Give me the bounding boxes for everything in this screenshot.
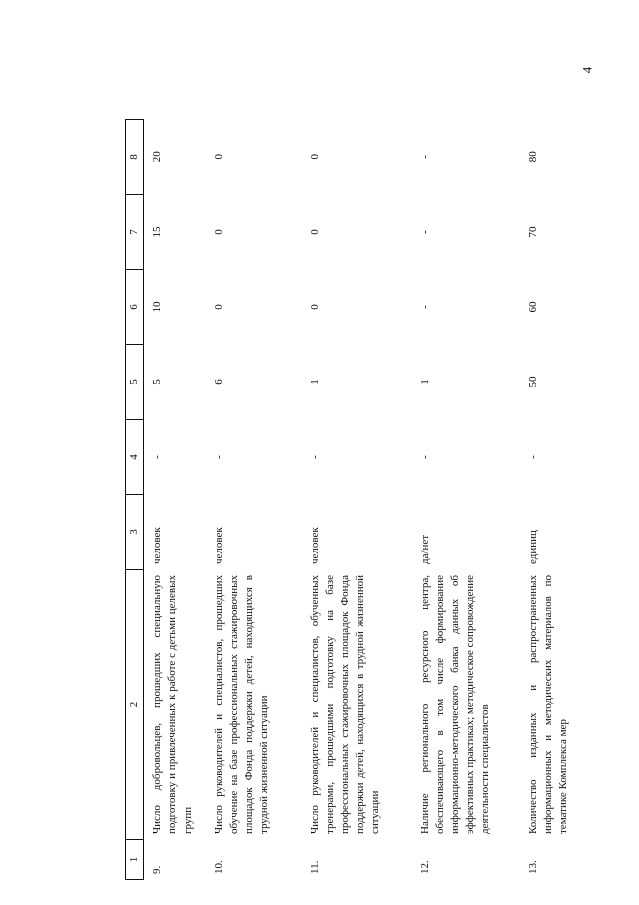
row-value: 6 <box>206 345 302 420</box>
row-unit: да/нет <box>412 495 520 570</box>
row-number: 11. <box>302 840 412 880</box>
indicators-table <box>125 119 586 880</box>
row-number: 9. <box>144 840 206 880</box>
row-unit: единиц <box>520 495 586 570</box>
header-cell: 1 <box>126 840 144 880</box>
row-value: 0 <box>206 270 302 345</box>
table-row <box>302 120 412 880</box>
header-cell: 8 <box>126 120 144 195</box>
row-value: - <box>520 420 586 495</box>
row-value: 15 <box>144 195 206 270</box>
header-cell: 3 <box>126 495 144 570</box>
row-value: 0 <box>206 120 302 195</box>
row-number: 13. <box>520 840 586 880</box>
table-row <box>206 120 302 880</box>
row-description: Наличие регионального ресурсного центра, обеспечивающего в том числе формирование информационно-методического банка данных об эффективных практиках; методическое сопровождение деятельности специалистов <box>412 570 520 840</box>
row-value: - <box>412 120 520 195</box>
row-value: 1 <box>412 345 520 420</box>
row-value: 0 <box>302 120 412 195</box>
row-value: 0 <box>302 270 412 345</box>
table-row <box>520 120 586 880</box>
row-value: - <box>144 420 206 495</box>
header-cell: 5 <box>126 345 144 420</box>
header-cell: 6 <box>126 270 144 345</box>
row-value: 60 <box>520 270 586 345</box>
row-description: Количество изданных и распространенных информационных и методических материалов по тематике Комплекса мер <box>520 570 586 840</box>
row-description: Число руководителей и специалистов, прошедших обучение на базе профессиональных стажировочных площадок Фонда поддержки детей, находящихся в трудной жизненной ситуации <box>206 570 302 840</box>
table-row <box>144 120 206 880</box>
row-value: 0 <box>302 195 412 270</box>
row-number: 12. <box>412 840 520 880</box>
header-cell: 4 <box>126 420 144 495</box>
row-value: 80 <box>520 120 586 195</box>
row-value: 50 <box>520 345 586 420</box>
row-value: 70 <box>520 195 586 270</box>
row-value: - <box>412 420 520 495</box>
row-value: 1 <box>302 345 412 420</box>
row-value: 0 <box>206 195 302 270</box>
row-value: 5 <box>144 345 206 420</box>
row-value: 10 <box>144 270 206 345</box>
row-value: - <box>206 420 302 495</box>
row-value: 20 <box>144 120 206 195</box>
row-description: Число руководителей и специалистов, обученных тренерами, прошедшими подготовку на базе профессиональных стажировочных площадок Фонда поддержки детей, находящихся в трудной жизненной ситуации <box>302 570 412 840</box>
row-value: - <box>412 270 520 345</box>
row-unit: человек <box>206 495 302 570</box>
header-cell: 2 <box>126 570 144 840</box>
table-header-row <box>126 120 144 880</box>
rotated-table-container <box>125 120 570 880</box>
row-unit: человек <box>302 495 412 570</box>
row-number: 10. <box>206 840 302 880</box>
row-description: Число добровольцев, прошедших специальную подготовку и привлеченных к работе с детьми целевых групп <box>144 570 206 840</box>
row-unit: человек <box>144 495 206 570</box>
table-row <box>412 120 520 880</box>
header-cell: 7 <box>126 195 144 270</box>
row-value: - <box>302 420 412 495</box>
row-value: - <box>412 195 520 270</box>
page-number: 4 <box>579 66 595 74</box>
